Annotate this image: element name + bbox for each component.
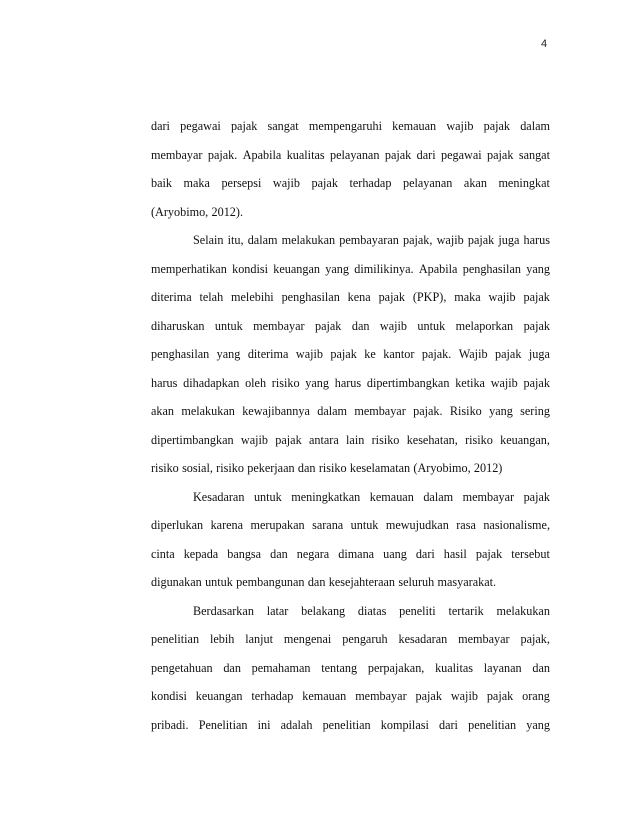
word: risiko	[151, 461, 179, 475]
word: persepsi	[221, 176, 262, 190]
word: risiko	[465, 432, 493, 447]
word: belakang	[301, 603, 346, 618]
word: adalah	[280, 717, 313, 732]
word: pelayanan	[330, 147, 380, 162]
word: orang	[522, 689, 550, 703]
word: pajak	[330, 347, 357, 361]
word: terhadap	[251, 689, 294, 703]
word: tertarik	[448, 603, 484, 618]
word: diperlukan	[151, 518, 204, 532]
word: Kesadaran	[193, 489, 245, 504]
word: masyarakat.	[437, 575, 497, 589]
word: pajak	[475, 546, 503, 561]
word: yang	[325, 261, 349, 276]
word: mengenai	[283, 632, 332, 646]
word: keselamatan	[349, 461, 411, 475]
word: juga	[528, 347, 550, 361]
word: telah	[199, 290, 224, 304]
word: penelitian	[151, 632, 200, 646]
word: sosial,	[182, 461, 213, 475]
word: wajib	[488, 290, 516, 304]
text-line	[151, 344, 550, 373]
word: pajak	[486, 689, 514, 703]
word: kualitas	[435, 660, 473, 675]
word: yang	[305, 375, 329, 390]
text-line	[151, 430, 550, 459]
text-line	[151, 629, 550, 658]
word: pajak,	[520, 632, 550, 646]
word: kualitas	[286, 147, 325, 162]
word: karena	[210, 518, 244, 532]
word: lain	[346, 432, 365, 447]
word: untuk	[350, 518, 379, 532]
word: pajak	[495, 347, 522, 361]
word: dalam	[423, 489, 454, 504]
word: 2012)	[473, 461, 503, 475]
text-line	[151, 116, 550, 145]
word: pajak	[230, 119, 258, 133]
word: kondisi	[232, 261, 268, 276]
word: tentang	[321, 660, 358, 675]
word: Apabila	[242, 147, 282, 162]
word: pajak	[378, 290, 405, 304]
word: ke	[364, 347, 376, 361]
word: dalam	[520, 119, 550, 133]
word: harus	[151, 375, 178, 390]
word: dalam	[317, 404, 347, 418]
word: melebihi	[231, 290, 274, 304]
paragraph	[151, 487, 550, 601]
word: kemauan	[369, 489, 414, 504]
word: terhadap	[349, 176, 392, 190]
word: wajib	[295, 347, 323, 361]
word: cinta	[151, 546, 175, 561]
word: dan	[532, 660, 550, 675]
word: untuk	[253, 489, 282, 504]
word: dipertimbangkan	[366, 375, 450, 390]
word: pekerjaan	[247, 461, 295, 475]
word: wajib	[490, 375, 518, 390]
word: kesadaran	[398, 632, 448, 646]
word: digunakan	[151, 575, 202, 589]
paragraph	[151, 230, 550, 487]
word: bangsa	[227, 546, 262, 561]
word: kondisi	[151, 689, 187, 703]
word: itu,	[227, 233, 244, 247]
word: wajib	[240, 432, 268, 447]
word: melaporkan	[455, 318, 514, 333]
page-number: 4	[541, 38, 548, 50]
word: hasil	[443, 546, 467, 561]
word: membayar	[354, 404, 406, 418]
word: harus	[523, 233, 550, 247]
word: pegawai	[180, 119, 221, 133]
word: ini	[257, 717, 271, 732]
word: untuk	[214, 318, 243, 333]
text-line	[151, 458, 550, 487]
word: sangat	[267, 119, 299, 133]
body-text	[151, 116, 550, 743]
word: pajak	[415, 689, 442, 703]
word: membayar	[151, 147, 203, 162]
word: dari	[416, 147, 436, 162]
word: pajak.	[207, 147, 238, 162]
word: peneliti	[399, 603, 436, 618]
word: Apabila	[418, 261, 458, 276]
word: wajib	[450, 689, 478, 703]
word: pajak	[483, 119, 511, 133]
word: oleh	[245, 375, 267, 390]
word: pajak	[487, 147, 514, 162]
word: pajak	[523, 375, 550, 390]
word: memperhatikan	[151, 261, 227, 276]
word: risiko	[318, 461, 347, 475]
word: lanjut	[245, 632, 274, 646]
word: dari	[439, 717, 458, 732]
word: dan	[351, 318, 370, 333]
word: yang	[526, 261, 550, 276]
word: kantor	[383, 347, 415, 361]
word: risiko	[216, 461, 244, 475]
word: pajak	[523, 290, 550, 304]
word: pajak	[467, 233, 495, 247]
text-line	[151, 202, 550, 231]
word: akan	[151, 404, 175, 418]
word: yang	[526, 717, 550, 732]
word: kesehatan,	[406, 432, 458, 447]
word: negara	[296, 546, 330, 561]
word: lebih	[209, 632, 235, 646]
text-line	[151, 686, 550, 715]
word: pajak,	[403, 233, 433, 247]
word: Selain	[193, 233, 224, 247]
word: merupakan	[250, 518, 305, 532]
word: dan	[307, 575, 326, 589]
word: meningkatkan	[291, 489, 361, 504]
word: (PKP),	[412, 290, 447, 304]
text-line	[151, 173, 550, 202]
word: dimilikinya.	[354, 261, 414, 276]
text-line	[151, 658, 550, 687]
word: mewujudkan	[385, 518, 449, 532]
paragraph	[151, 116, 550, 230]
word: penghasilan	[151, 347, 210, 361]
word: kompilasi	[380, 717, 429, 732]
word: wajib	[379, 318, 407, 333]
word: diatas	[357, 603, 387, 618]
word: harus	[334, 375, 362, 390]
word: kena	[347, 290, 371, 304]
text-line	[151, 601, 550, 630]
word: nasionalisme,	[483, 518, 550, 532]
word: pajak	[275, 432, 302, 447]
word: Penelitian	[198, 717, 248, 732]
word: perpajakan,	[367, 660, 425, 675]
word: melakukan	[181, 404, 235, 418]
word: pegawai	[441, 147, 482, 162]
word: kewajibannya	[242, 404, 310, 418]
word: wajib	[272, 176, 300, 190]
word: wajib	[436, 233, 464, 247]
word: membayar	[462, 489, 515, 504]
text-line	[151, 401, 550, 430]
word: kesejahteraan	[328, 575, 396, 589]
word: pajak	[311, 176, 338, 190]
word: penghasilan	[281, 290, 340, 304]
text-line	[151, 715, 550, 744]
word: rasa	[456, 518, 476, 532]
text-line	[151, 287, 550, 316]
word: pajak.	[413, 404, 443, 418]
word: membayar	[355, 689, 407, 703]
word: (Aryobimo,	[151, 204, 209, 219]
word: sering	[520, 404, 550, 418]
text-line	[151, 259, 550, 288]
text-line	[151, 230, 550, 259]
text-line	[151, 316, 550, 345]
word: latar	[266, 603, 289, 618]
word: pengetahuan	[151, 660, 213, 675]
word: uang	[383, 546, 407, 561]
word: pembangunan	[236, 575, 305, 589]
word: layanan	[483, 660, 522, 675]
word: sarana	[312, 518, 344, 532]
word: yang	[216, 347, 241, 361]
word: dihadapkan	[183, 375, 240, 390]
word: mempengaruhi	[308, 119, 382, 133]
word: dari	[151, 119, 170, 133]
word: risiko	[271, 375, 300, 390]
word: dari	[415, 546, 435, 561]
word: kemauan	[302, 689, 347, 703]
word: pajak	[384, 147, 412, 162]
paragraph	[151, 601, 550, 744]
text-line	[151, 487, 550, 516]
word: juga	[498, 233, 520, 247]
text-line	[151, 572, 550, 601]
word: Berdasarkan	[193, 603, 254, 618]
word: baik	[151, 176, 172, 190]
word: pelayanan	[402, 176, 453, 190]
text-line	[151, 145, 550, 174]
word: maka	[454, 290, 481, 304]
word: pengaruh	[342, 632, 388, 646]
word: dan	[223, 660, 241, 675]
word: membayar	[458, 632, 510, 646]
word: keuangan	[273, 261, 320, 276]
text-line	[151, 373, 550, 402]
word: diharuskan	[151, 318, 205, 333]
word: kepada	[183, 546, 219, 561]
word: dipertimbangkan	[151, 432, 234, 447]
word: penghasilan	[462, 261, 521, 276]
word: melakukan	[281, 233, 336, 247]
word: wajib	[446, 119, 474, 133]
word: kemauan	[392, 119, 437, 133]
word: penelitian	[468, 717, 517, 732]
word: pajak	[523, 318, 550, 333]
word: (Aryobimo,	[413, 461, 471, 475]
word: keuangan	[195, 689, 243, 703]
word: diterima	[151, 290, 192, 304]
word: Risiko	[449, 404, 482, 418]
text-line	[151, 515, 550, 544]
word: dalam	[247, 233, 278, 247]
word: melakukan	[496, 603, 550, 618]
word: dan	[270, 546, 288, 561]
word: diterima	[247, 347, 289, 361]
word: pembayaran	[339, 233, 399, 247]
word: meningkat	[498, 176, 550, 190]
word: akan	[463, 176, 487, 190]
word: pribadi.	[151, 717, 189, 732]
word: Wajib	[458, 347, 488, 361]
word: untuk	[205, 575, 233, 589]
word: sangat	[518, 147, 550, 162]
word: dimana	[338, 546, 375, 561]
word: maka	[183, 176, 210, 190]
word: 2012).	[211, 204, 243, 219]
word: pajak.	[421, 347, 452, 361]
word: pemahaman	[251, 660, 311, 675]
word: keuangan,	[500, 432, 550, 447]
text-line	[151, 544, 550, 573]
word: risiko	[371, 432, 400, 447]
word: untuk	[417, 318, 446, 333]
word: antara	[308, 432, 339, 447]
word: membayar	[253, 318, 305, 333]
word: pajak	[523, 489, 550, 504]
word: ketika	[455, 375, 485, 390]
word: seluruh	[398, 575, 435, 589]
word: tersebut	[511, 546, 550, 561]
word: penelitian	[322, 717, 371, 732]
word: dan	[297, 461, 316, 475]
word: yang	[489, 404, 513, 418]
word: pajak	[315, 318, 342, 333]
